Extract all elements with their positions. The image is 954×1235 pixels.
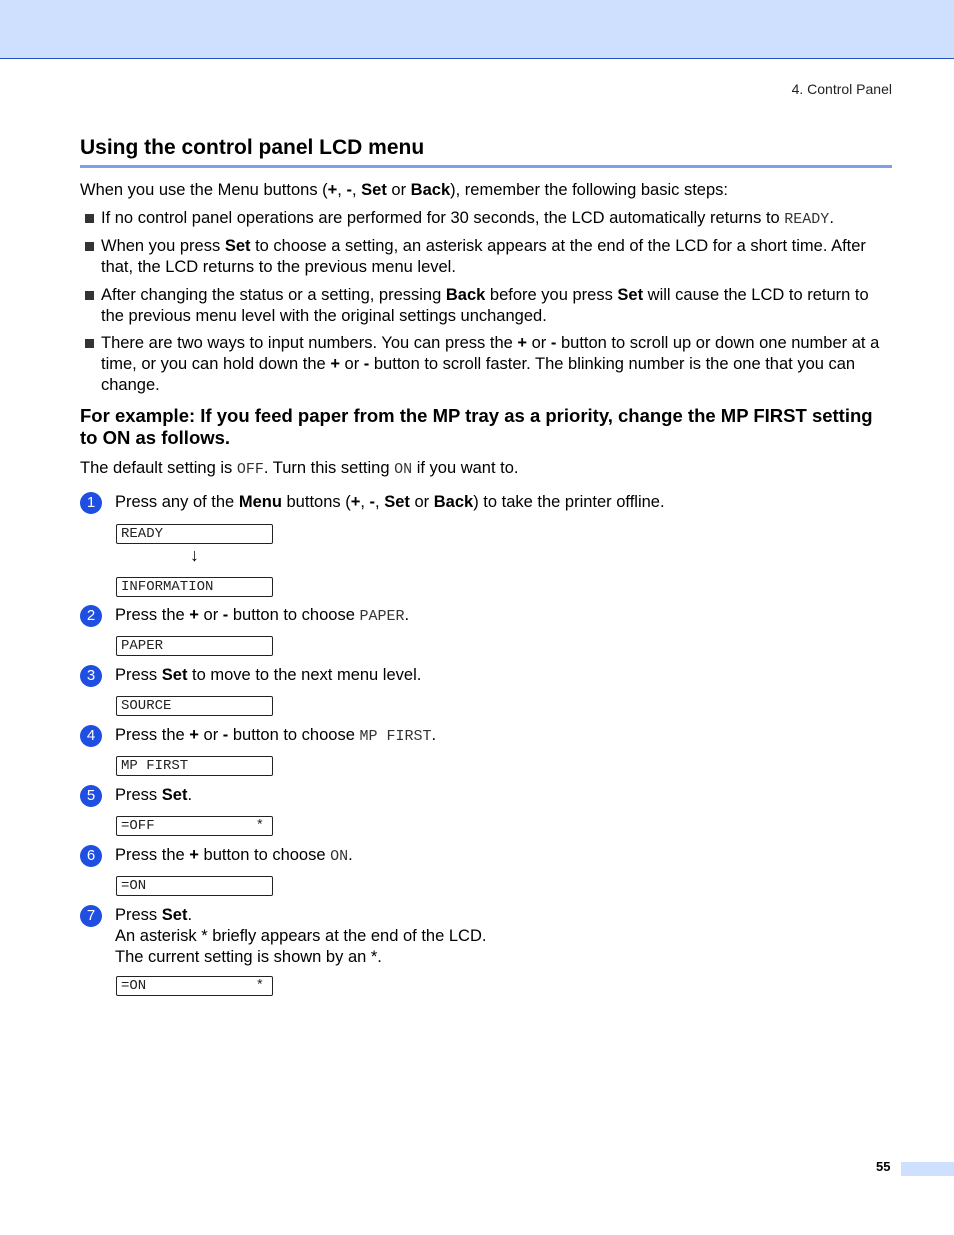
step-number-badge: 4 bbox=[80, 725, 102, 747]
header-bar bbox=[0, 0, 954, 59]
step-2: 2 Press the + or - button to choose PAPER. bbox=[80, 605, 409, 627]
bullet-item: There are two ways to input numbers. You can press the + or - button to scroll up or down one number at a time, or you can hold down the + or - button to scroll faster. The blinking number is the one that you can change. bbox=[85, 333, 891, 396]
bullet-square-icon bbox=[85, 291, 94, 300]
lcd-display: =ON * bbox=[116, 976, 273, 996]
lcd-display: READY bbox=[116, 524, 273, 544]
step-7: 7 Press Set. An asterisk * briefly appears at the end of the LCD. The current setting is shown by an *. bbox=[80, 905, 486, 968]
bullet-square-icon bbox=[85, 214, 94, 223]
step-number-badge: 2 bbox=[80, 605, 102, 627]
step-6: 6 Press the + button to choose ON. bbox=[80, 845, 353, 867]
step-5: 5 Press Set. bbox=[80, 785, 192, 806]
example-heading: For example: If you feed paper from the MP tray as a priority, change the MP FIRST setting to ON as follows. bbox=[80, 405, 873, 448]
page-number: 55 bbox=[876, 1159, 891, 1174]
lcd-display: =OFF * bbox=[116, 816, 273, 836]
step-3: 3 Press Set to move to the next menu level. bbox=[80, 665, 421, 686]
running-head: 4. Control Panel bbox=[791, 81, 892, 97]
step-1: 1 Press any of the Menu buttons (+, -, Set or Back) to take the printer offline. bbox=[80, 492, 665, 513]
intro-paragraph: When you use the Menu buttons (+, -, Set or Back), remember the following basic steps: bbox=[80, 181, 728, 199]
lcd-display: MP FIRST bbox=[116, 756, 273, 776]
lcd-display: INFORMATION bbox=[116, 577, 273, 597]
step-number-badge: 7 bbox=[80, 905, 102, 927]
bullet-square-icon bbox=[85, 339, 94, 348]
section-title: Using the control panel LCD menu bbox=[80, 136, 425, 159]
step-4: 4 Press the + or - button to choose MP FIRST. bbox=[80, 725, 436, 747]
title-rule bbox=[80, 165, 892, 168]
bullet-square-icon bbox=[85, 242, 94, 251]
step-number-badge: 3 bbox=[80, 665, 102, 687]
default-setting-paragraph: The default setting is OFF. Turn this setting ON if you want to. bbox=[80, 459, 519, 478]
bullet-item: When you press Set to choose a setting, an asterisk appears at the end of the LCD for a short time. After that, the LCD returns to the previous menu level. bbox=[85, 236, 891, 278]
bullet-item: If no control panel operations are performed for 30 seconds, the LCD automatically returns to READY. bbox=[85, 208, 891, 230]
lcd-display: PAPER bbox=[116, 636, 273, 656]
down-arrow-icon: ↓ bbox=[190, 545, 199, 565]
step-number-badge: 5 bbox=[80, 785, 102, 807]
bullet-item: After changing the status or a setting, pressing Back before you press Set will cause the LCD to return to the previous menu level with the original settings unchanged. bbox=[85, 285, 891, 327]
lcd-display: SOURCE bbox=[116, 696, 273, 716]
step-number-badge: 6 bbox=[80, 845, 102, 867]
step-number-badge: 1 bbox=[80, 492, 102, 514]
footer-bar bbox=[901, 1162, 954, 1176]
lcd-display: =ON bbox=[116, 876, 273, 896]
